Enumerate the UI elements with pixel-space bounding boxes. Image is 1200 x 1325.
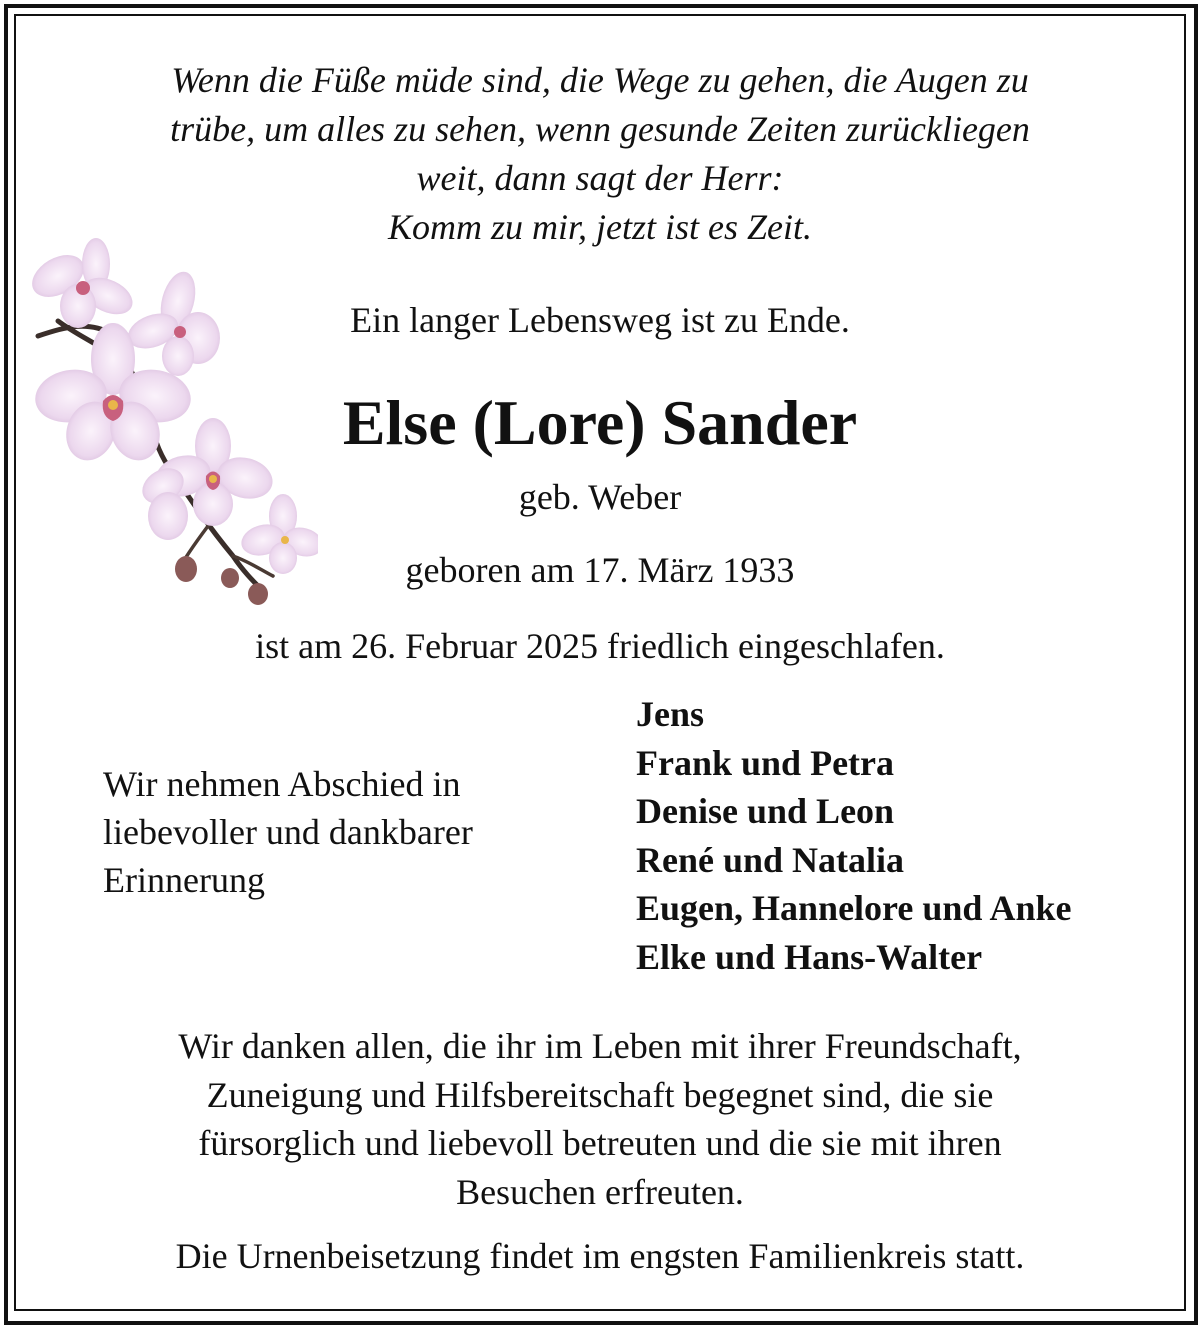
burial-line: Die Urnenbeisetzung findet im engsten Familienkreis statt. bbox=[175, 1236, 1025, 1276]
mourner-entry: René und Natalia bbox=[636, 839, 905, 880]
farewell-text bbox=[103, 760, 473, 904]
farewell-line: Erinnerung bbox=[103, 860, 265, 900]
thanks-text bbox=[0, 1022, 1200, 1216]
mourner-entry: Frank und Petra bbox=[636, 742, 895, 783]
mourner-entry: Elke und Hans-Walter bbox=[636, 936, 983, 977]
thanks-line: Besuchen erfreuten. bbox=[456, 1171, 744, 1212]
mourner-entry: Denise und Leon bbox=[636, 791, 895, 831]
intro-text: Ein langer Lebensweg ist zu Ende. bbox=[350, 300, 850, 340]
mourners-list bbox=[636, 690, 1071, 981]
poem-line: Komm zu mir, jetzt ist es Zeit. bbox=[387, 207, 813, 247]
poem bbox=[40, 56, 1160, 252]
mourner-entry: Eugen, Hannelore und Anke bbox=[636, 888, 1072, 928]
death-date: ist am 26. Februar 2025 friedlich eingeschlafen. bbox=[255, 626, 945, 666]
thanks-line: Wir danken allen, die ihr im Leben mit ihrer Freundschaft, bbox=[178, 1026, 1022, 1066]
birth-date: geboren am 17. März 1933 bbox=[405, 550, 795, 590]
deceased-name: Else (Lore) Sander bbox=[342, 387, 858, 458]
thanks-line: fürsorglich und liebevoll betreuten und die sie mit ihren bbox=[198, 1123, 1002, 1163]
thanks-line: Zuneigung und Hilfsbereitschaft begegnet sind, die sie bbox=[206, 1074, 994, 1115]
maiden-name: geb. Weber bbox=[518, 477, 682, 517]
poem-line: trübe, um alles zu sehen, wenn gesunde Zeiten zurückliegen bbox=[170, 109, 1030, 149]
farewell-line: liebevoller und dankbarer bbox=[103, 812, 473, 852]
mourner-entry: Jens bbox=[636, 694, 705, 734]
burial-notice bbox=[0, 1232, 1200, 1280]
poem-line: weit, dann sagt der Herr: bbox=[416, 158, 784, 198]
poem-line: Wenn die Füße müde sind, die Wege zu gehen, die Augen zu bbox=[171, 60, 1029, 100]
farewell-line: Wir nehmen Abschied in bbox=[103, 764, 461, 804]
